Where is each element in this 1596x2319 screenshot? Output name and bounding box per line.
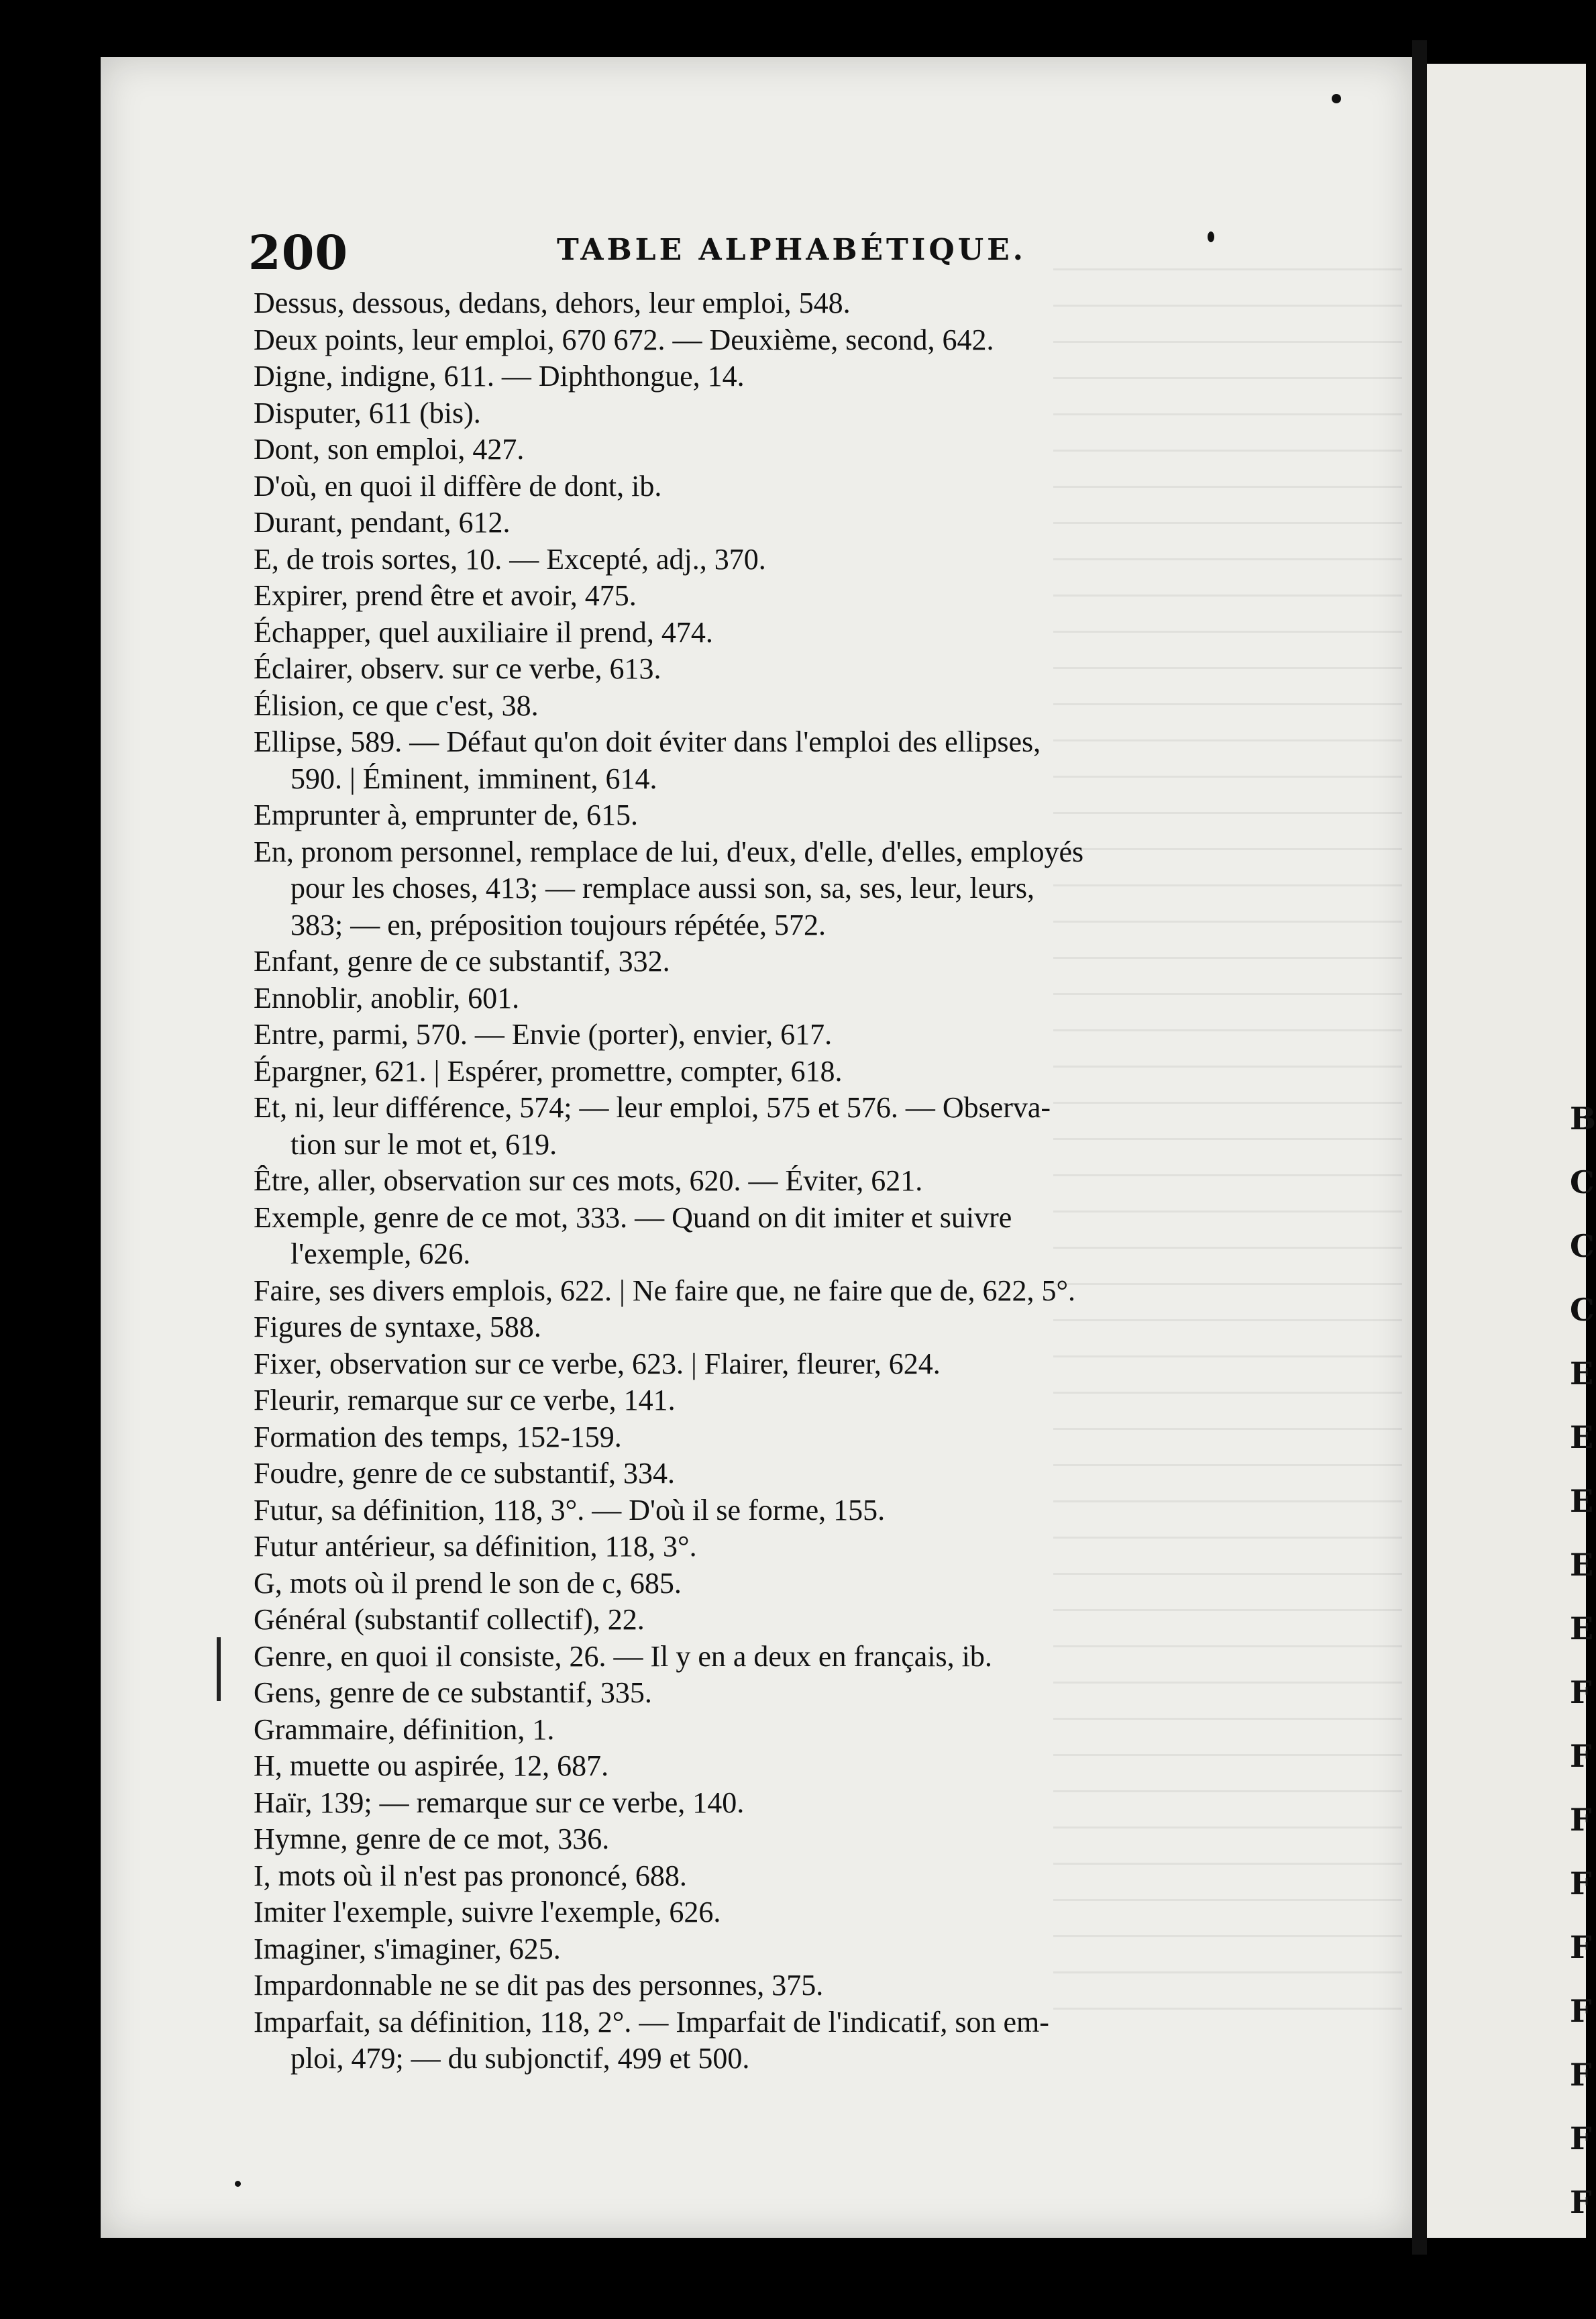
index-entry: H, muette ou aspirée, 12, 687.: [254, 1749, 609, 1782]
right-page-letter: C: [1570, 1228, 1595, 1264]
index-entry: Futur, sa définition, 118, 3°. — D'où il se forme, 155.: [254, 1493, 886, 1527]
index-entry: Haïr, 139; — remarque sur ce verbe, 140.: [254, 1786, 745, 1819]
index-entry: Deux points, leur emploi, 670 672. — Deuxième, second, 642.: [254, 323, 994, 356]
page-title: TABLE ALPHABÉTIQUE.: [557, 233, 1026, 267]
right-page-letter: E: [1570, 1547, 1594, 1583]
index-entry: Impardonnable ne se dit pas des personnes, 375.: [254, 1969, 824, 2002]
index-entry: Formation des temps, 152-159.: [254, 1420, 622, 1453]
index-entry: Général (substantif collectif), 22.: [254, 1603, 645, 1636]
dust-speck: [1332, 94, 1341, 103]
index-entry: G, mots où il prend le son de c, 685.: [254, 1566, 682, 1600]
index-entry: l'exemple, 626.: [290, 1237, 471, 1270]
right-page-letter: F: [1570, 1929, 1592, 1965]
right-page-letter: C: [1570, 1164, 1595, 1200]
right-page-letter: F: [1570, 1674, 1592, 1710]
margin-mark: [217, 1637, 221, 1701]
index-entry: D'où, en quoi il diffère de dont, ib.: [254, 469, 662, 503]
right-page-letter: E: [1570, 1355, 1594, 1392]
index-entry: En, pronom personnel, remplace de lui, d'eux, d'elle, d'elles, employés: [254, 835, 1084, 868]
index-entry: Digne, indigne, 611. — Diphthongue, 14.: [254, 360, 745, 393]
index-entry: Faire, ses divers emplois, 622. | Ne faire que, ne faire que de, 622, 5°.: [254, 1274, 1076, 1307]
index-entry: Imiter l'exemple, suivre l'exemple, 626.: [254, 1896, 721, 1928]
right-page-letter: F: [1570, 2184, 1592, 2220]
index-entry: Élision, ce que c'est, 38.: [254, 688, 539, 722]
index-entry: Fixer, observation sur ce verbe, 623. | Flairer, fleurer, 624.: [254, 1347, 941, 1380]
right-page-letter: F: [1570, 2120, 1592, 2157]
right-page-letter: C: [1570, 1292, 1595, 1328]
index-entry: Expirer, prend être et avoir, 475.: [254, 579, 637, 612]
index-entry: 383; — en, préposition toujours répétée, 572.: [290, 908, 826, 941]
index-entry: Durant, pendant, 612.: [254, 506, 511, 539]
index-entry: ploi, 479; — du subjonctif, 499 et 500.: [290, 2042, 750, 2075]
index-entry: Ellipse, 589. — Défaut qu'on doit éviter dans l'emploi des ellipses,: [254, 725, 1041, 758]
index-entry: Grammaire, définition, 1.: [254, 1712, 555, 1746]
index-entry-list: [254, 285, 1260, 2077]
index-entry: Dessus, dessous, dedans, dehors, leur emploi, 548.: [254, 287, 851, 319]
index-entry: Éclairer, observ. sur ce verbe, 613.: [254, 652, 661, 685]
index-entry: Échapper, quel auxiliaire il prend, 474.: [254, 615, 713, 649]
index-entry: E, de trois sortes, 10. — Excepté, adj., 370.: [254, 542, 766, 576]
index-entry: tion sur le mot et, 619.: [290, 1127, 557, 1161]
page-number: 200: [248, 225, 349, 280]
index-entry: Et, ni, leur différence, 574; — leur emploi, 575 et 576. — Observa-: [254, 1091, 1051, 1124]
index-entry: Foudre, genre de ce substantif, 334.: [254, 1457, 676, 1490]
right-page-letter: F: [1570, 1865, 1592, 1902]
right-page-letter: B: [1570, 1100, 1596, 1137]
index-entry: Exemple, genre de ce mot, 333. — Quand on dit imiter et suivre: [254, 1200, 1012, 1234]
right-page-letter: F: [1570, 1802, 1592, 1838]
index-entry: I, mots où il n'est pas prononcé, 688.: [254, 1859, 687, 1892]
dust-speck: [235, 2181, 241, 2187]
index-entry: Imaginer, s'imaginer, 625.: [254, 1932, 561, 1965]
index-entry: Dont, son emploi, 427.: [254, 433, 525, 466]
right-page-edge: [1427, 64, 1586, 2238]
index-entry: Être, aller, observation sur ces mots, 620. — Éviter, 621.: [254, 1164, 923, 1197]
index-entry: pour les choses, 413; — remplace aussi son, sa, ses, leur, leurs,: [290, 872, 1035, 905]
index-entry: Imparfait, sa définition, 118, 2°. — Imparfait de l'indicatif, son em-: [254, 2005, 1049, 2039]
index-entry: Emprunter à, emprunter de, 615.: [254, 798, 639, 831]
right-page-letter: E: [1570, 1483, 1594, 1519]
right-page-letter: F: [1570, 1738, 1592, 1774]
index-entry: Épargner, 621. | Espérer, promettre, compter, 618.: [254, 1054, 843, 1088]
index-entry: Hymne, genre de ce mot, 336.: [254, 1822, 610, 1855]
index-entry: Genre, en quoi il consiste, 26. — Il y en a deux en français, ib.: [254, 1639, 992, 1673]
index-entry: Fleurir, remarque sur ce verbe, 141.: [254, 1384, 676, 1416]
right-page-letter: E: [1570, 1610, 1594, 1647]
index-entry: Disputer, 611 (bis).: [254, 396, 481, 429]
index-entry: Futur antérieur, sa définition, 118, 3°.: [254, 1530, 697, 1563]
index-entry: Entre, parmi, 570. — Envie (porter), envier, 617.: [254, 1018, 833, 1051]
book-gutter: [1412, 40, 1427, 2255]
index-entry: Figures de syntaxe, 588.: [254, 1310, 541, 1343]
right-page-letter: F: [1570, 2057, 1592, 2093]
running-head: [148, 225, 1342, 278]
index-entry: 590. | Éminent, imminent, 614.: [290, 762, 657, 795]
index-entry: Enfant, genre de ce substantif, 332.: [254, 945, 670, 978]
index-entry: Gens, genre de ce substantif, 335.: [254, 1676, 652, 1709]
index-entry: Ennoblir, anoblir, 601.: [254, 981, 520, 1015]
right-page-letter: E: [1570, 1419, 1594, 1455]
right-page-letter: F: [1570, 1993, 1592, 2029]
